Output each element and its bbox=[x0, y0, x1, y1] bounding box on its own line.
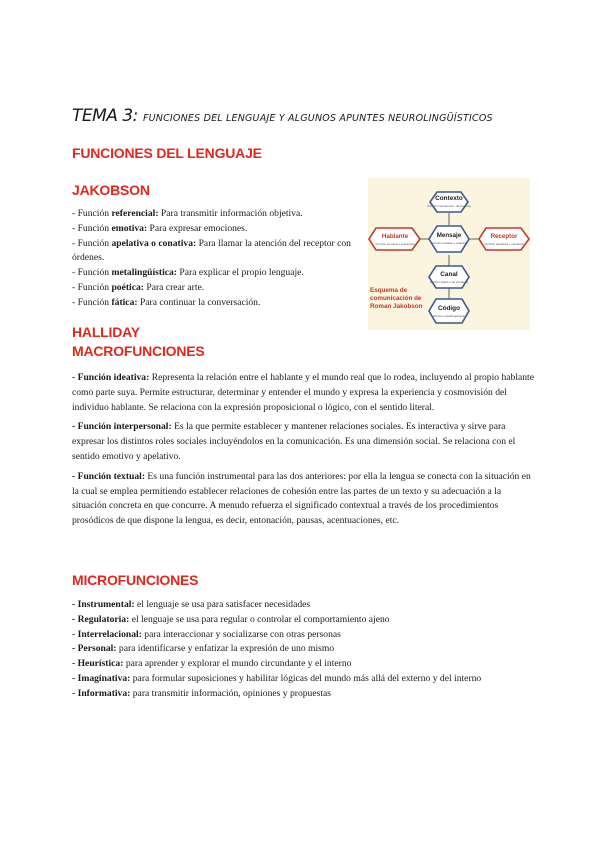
list-item: - Regulatoria: el lenguaje se usa para regular o controlar el comportamiento ajeno bbox=[72, 613, 390, 625]
node-receptor-title: Receptor bbox=[490, 233, 518, 240]
node-canal bbox=[429, 266, 469, 288]
list-item: - Función referencial: Para transmitir información objetiva. bbox=[72, 208, 303, 219]
list-item: - Interrelacional: para interaccionar y socializarse con otras personas bbox=[72, 628, 341, 640]
node-codigo-title: Código bbox=[437, 305, 461, 312]
list-item: - Instrumental: el lenguaje se usa para satisfacer necesidades bbox=[72, 599, 311, 610]
title-sub: FUNCIONES DEL LENGUAJE Y ALGUNOS APUNTES NEUROLINGÜÍSTICOS bbox=[142, 113, 493, 124]
section-heading-funciones: FUNCIONES DEL LENGUAJE bbox=[72, 145, 262, 161]
macrofunciones-text bbox=[72, 371, 534, 529]
node-mensaje bbox=[429, 226, 469, 252]
paragraph: - Función ideativa: Representa la relación entre el hablante y el mundo real que lo rodea, incluyendo al propio hablante como parte suya. Permite estructurar, determinar y entender el mundo y expresa la experiencia y cosmovisión del individuo hablante. Se relaciona con la expresión proposicional o lógico, con el sentido literal. bbox=[72, 372, 534, 413]
page-title bbox=[72, 106, 572, 126]
node-codigo-desc: (función metalingüística) bbox=[432, 314, 466, 318]
node-receptor-desc: (función apelativa o conativa) bbox=[484, 242, 524, 246]
list-item: - Función metalingüística: Para explicar el propio lenguaje. bbox=[72, 267, 304, 279]
node-contexto-desc: (función referencial o denotativa) bbox=[427, 204, 471, 208]
node-contexto bbox=[427, 192, 471, 212]
node-hablante bbox=[369, 228, 420, 250]
title-main: TEMA 3: bbox=[72, 106, 138, 126]
node-mensaje-title: Mensaje bbox=[436, 232, 462, 239]
jakobson-list bbox=[72, 207, 352, 311]
node-mensaje-desc: (función poética o estética) bbox=[431, 241, 467, 245]
heading-macrofunciones: MACROFUNCIONES bbox=[72, 343, 205, 359]
list-item: - Función apelativa o conativa: Para llamar la atención del receptor con órdenes. bbox=[72, 237, 351, 264]
node-codigo bbox=[429, 299, 469, 323]
jakobson-diagram bbox=[368, 178, 530, 330]
list-item: - Función emotiva: Para expresar emociones. bbox=[72, 222, 248, 234]
paragraph: - Función textual: Es una función instrumental para las dos anteriores: por ella la lengua se conecta con la situación en la cual se emplea permitiendo establecer relaciones de cohesión entre las partes de un texto y su adecuación a la situación concreta en que concurre. A menudo refuerza el significado contextual a través de los procedimientos prosódicos de que dispone la lengua, es decir, entonación, pausas, acentuaciones, etc. bbox=[72, 470, 531, 527]
node-contexto-title: Contexto bbox=[435, 195, 463, 202]
list-item: - Personal: para identificarse y enfatizar la expresión de uno mismo bbox=[72, 643, 335, 655]
node-hablante-desc: (función emotiva o expresiva) bbox=[375, 242, 415, 246]
paragraph: - Función interpersonal: Es la que permite establecer y mantener relaciones sociales. Es interactiva y sirve para expresar los distintos roles sociales incluyéndolos en la comunicación. Es una dimensión social. Se relaciona con el sentido emotivo y apelativo. bbox=[72, 421, 516, 462]
node-canal-title: Canal bbox=[440, 271, 458, 278]
heading-microfunciones: MICROFUNCIONES bbox=[72, 572, 199, 588]
node-canal-desc: (función fática o de contacto) bbox=[429, 280, 469, 284]
node-receptor bbox=[479, 228, 529, 250]
diagram-caption: Esquema de comunicación de Roman Jakobson bbox=[370, 287, 423, 310]
node-hablante-title: Hablante bbox=[381, 233, 409, 240]
list-item: - Función fática: Para continuar la conversación. bbox=[72, 296, 261, 308]
list-item: - Función poética: Para crear arte. bbox=[72, 281, 205, 293]
heading-halliday: HALLIDAY bbox=[72, 324, 140, 340]
list-item: - Heurística: para aprender y explorar el mundo circundante y el interno bbox=[72, 658, 352, 670]
list-item: - Imaginativa: para formular suposiciones y habilitar lógicas del mundo más allá del externo y del interno bbox=[72, 672, 482, 684]
microfunciones-list bbox=[72, 598, 534, 702]
list-item: - Informativa: para transmitir información, opiniones y propuestas bbox=[72, 687, 331, 699]
heading-jakobson: JAKOBSON bbox=[72, 182, 150, 198]
